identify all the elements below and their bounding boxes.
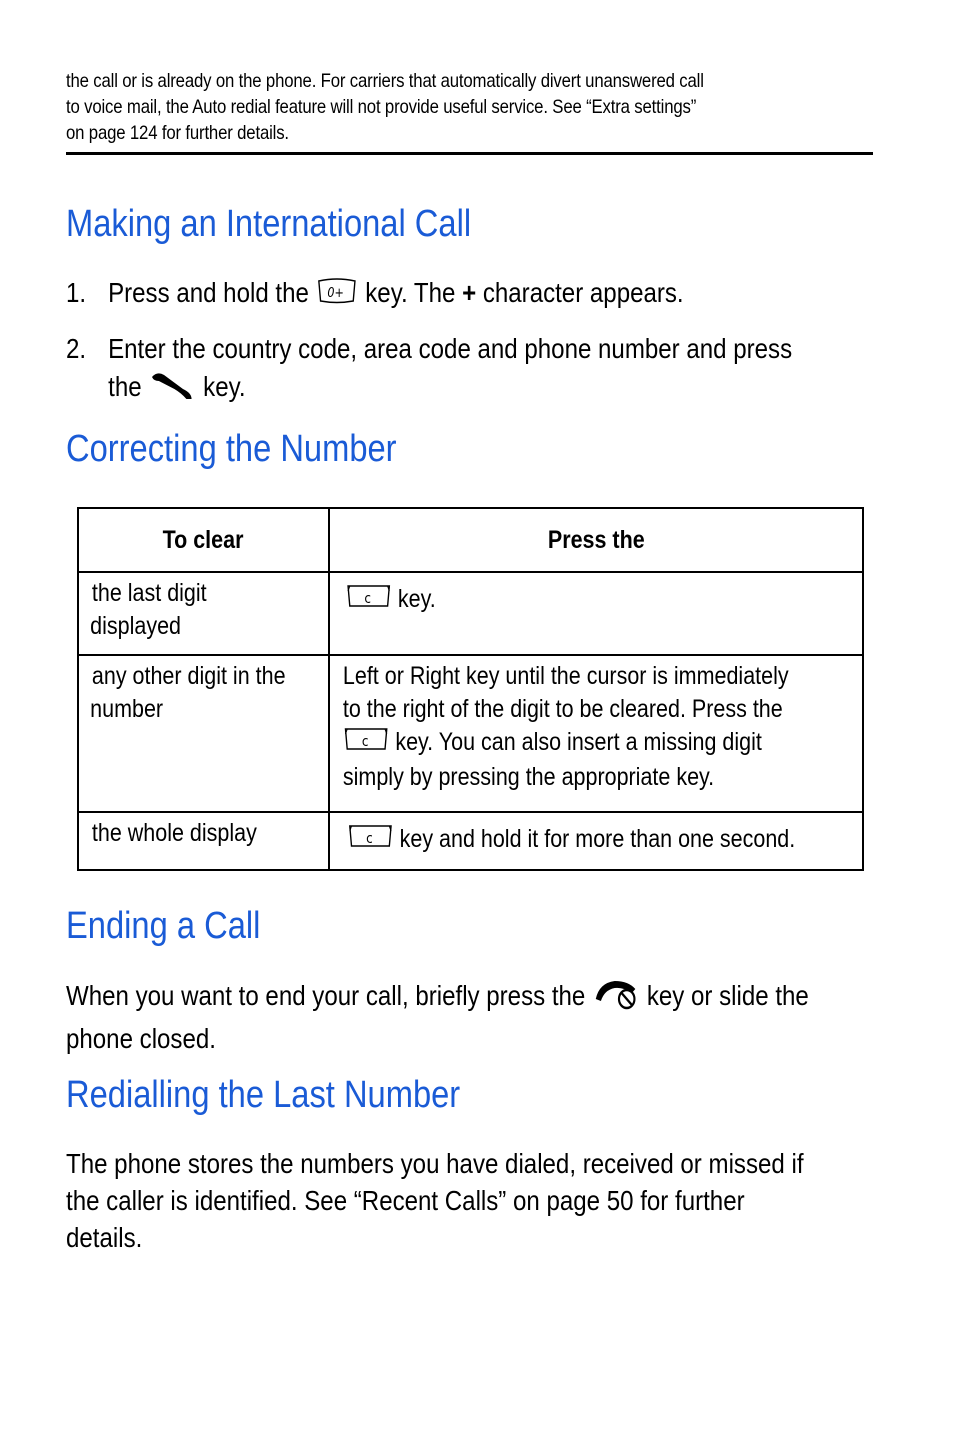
clear-key-icon <box>343 726 389 761</box>
cell-line: the last digit <box>91 579 207 607</box>
paragraph-text: phone closed. <box>66 1023 216 1054</box>
redial-paragraph <box>66 1145 804 1256</box>
plus-character: + <box>462 277 477 308</box>
clear-key-icon <box>347 823 393 858</box>
ending-paragraph <box>66 975 809 1057</box>
cell-line: simply by pressing the appropriate key. <box>342 763 715 791</box>
table-cell <box>329 572 863 655</box>
step-1 <box>66 274 684 314</box>
step-number: 1. <box>66 277 87 308</box>
clear-key-icon <box>345 583 391 618</box>
table-header-row <box>78 508 863 572</box>
step-text: the <box>108 370 142 402</box>
step-2 <box>66 330 792 410</box>
cell-line: Left or Right key until the cursor is immediately <box>342 662 789 690</box>
top-note <box>66 68 874 146</box>
cell-line: number <box>90 695 164 723</box>
end-key-icon <box>592 975 640 1020</box>
cell-line: key and hold it for more than one second. <box>399 825 796 854</box>
send-key-icon <box>148 367 196 410</box>
table-header: To clear <box>78 508 329 572</box>
step-text-end: key. <box>203 370 246 402</box>
heading-redialling: Redialling the Last Number <box>66 1074 461 1116</box>
paragraph-line: The phone stores the numbers you have dialed, received or missed if <box>66 1148 804 1179</box>
svg-text:c: c <box>364 591 372 608</box>
heading-correcting-number: Correcting the Number <box>66 428 397 470</box>
step-text-mid: key. The <box>365 277 456 308</box>
table-cell <box>78 812 329 870</box>
top-note-line: the call or is already on the phone. For carriers that automatically divert unanswered call <box>66 70 704 92</box>
table-row <box>78 655 863 812</box>
cell-line: any other digit in the <box>91 662 286 690</box>
cell-line: to the right of the digit to be cleared. Press the <box>342 695 783 723</box>
paragraph-text: key or slide the <box>646 979 809 1011</box>
heading-ending-call: Ending a Call <box>66 905 261 947</box>
svg-text:0+: 0+ <box>327 285 345 301</box>
table-header: Press the <box>329 508 863 572</box>
table-cell <box>78 572 329 655</box>
cell-line: displayed <box>90 612 182 640</box>
svg-text:c: c <box>361 734 369 751</box>
paragraph-text: When you want to end your call, briefly press the <box>66 979 586 1011</box>
top-note-line: to voice mail, the Auto redial feature will not provide useful service. See “Extra settings” <box>66 96 697 118</box>
table-cell <box>329 655 863 812</box>
cell-line: key. <box>397 585 436 614</box>
step-text: Enter the country code, area code and phone number and press <box>108 333 793 364</box>
correction-table <box>77 507 864 871</box>
zero-plus-key-icon <box>316 275 359 314</box>
table-row <box>78 572 863 655</box>
cell-line: key. You can also insert a missing digit <box>395 728 762 757</box>
step-text-end: character appears. <box>482 277 684 308</box>
step-number: 2. <box>66 333 87 364</box>
paragraph-line: details. <box>66 1222 143 1253</box>
table-cell <box>78 655 329 812</box>
table-row <box>78 812 863 870</box>
paragraph-line: the caller is identified. See “Recent Calls” on page 50 for further <box>66 1185 745 1216</box>
cell-line: the whole display <box>91 819 257 847</box>
table-cell <box>329 812 863 870</box>
top-note-line: on page 124 for further details. <box>66 122 289 144</box>
step-text: Press and hold the <box>108 277 309 308</box>
heading-international-call: Making an International Call <box>66 203 472 245</box>
svg-text:c: c <box>366 831 373 848</box>
divider-rule <box>66 152 873 155</box>
